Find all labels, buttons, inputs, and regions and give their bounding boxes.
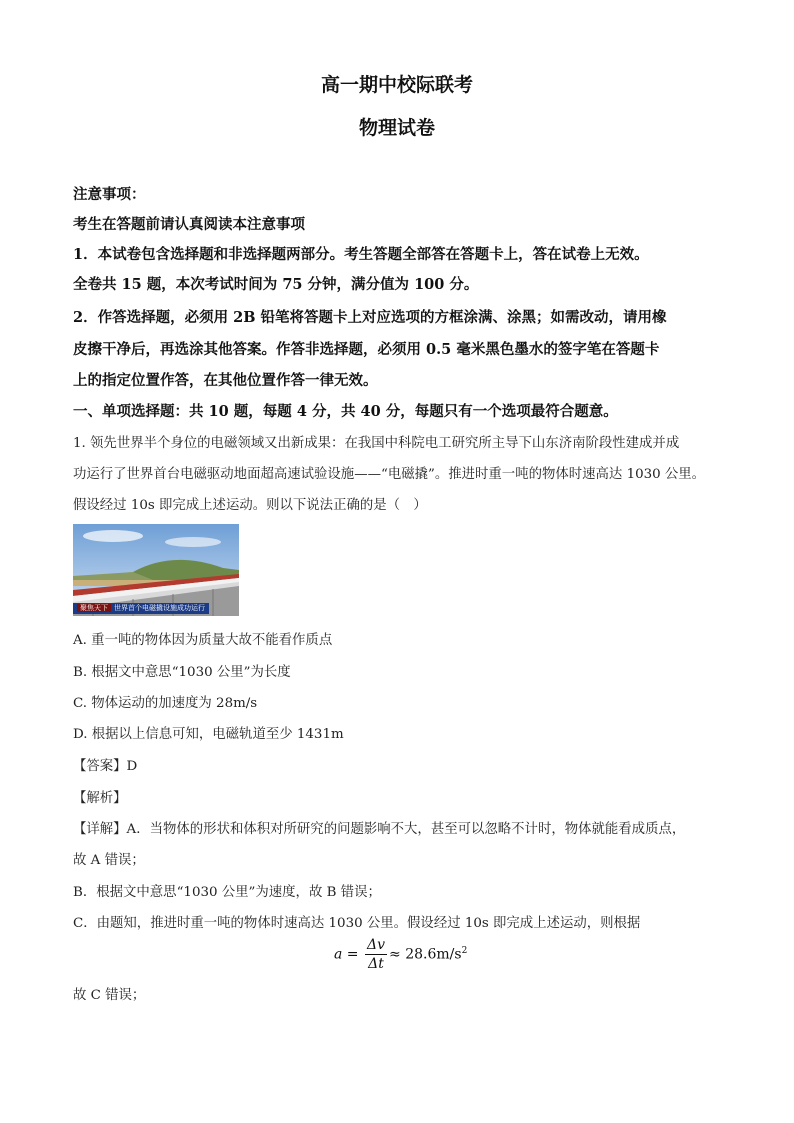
notice-item-2-line-3: 上的指定位置作答，在其他位置作答一律无效。 xyxy=(73,372,378,389)
option-b: B. 根据文中意思“1030 公里”为长度 xyxy=(73,665,291,680)
detail-line-4: C．由题知，推进时重一吨的物体时速高达 1030 公里。假设经过 10s 即完成上述运动，则根据 xyxy=(73,916,641,931)
photo-caption-tag: 聚焦天下 xyxy=(77,604,111,612)
maglev-photo xyxy=(73,524,239,616)
formula-fraction xyxy=(365,936,387,973)
detail-line-3: B．根据文中意思“1030 公里”为速度，故 B 错误； xyxy=(73,885,381,900)
option-c: C. 物体运动的加速度为 28m/s xyxy=(73,696,258,711)
analysis-label: 【解析】 xyxy=(73,791,127,806)
notice-item-2-line-1: 2．作答选择题，必须用 2B 铅笔将答题卡上对应选项的方框涂满、涂黑；如需改动，请用橡 xyxy=(73,309,667,326)
exam-subtitle: 物理试卷 xyxy=(358,117,435,139)
detail-line-5: 故 C 错误； xyxy=(73,988,146,1003)
option-d: D. 根据以上信息可知，电磁轨道至少 1431m xyxy=(73,727,344,742)
question-stem-line-2: 功运行了世界首台电磁驱动地面超高速试验设施——“电磁撬”。推进时重一吨的物体时速高达 1030 公里。 xyxy=(73,467,706,482)
detail-line-1: 【详解】A．当物体的形状和体积对所研究的问题影响不大，甚至可以忽略不计时，物体就能看成质点， xyxy=(73,822,686,837)
notice-heading: 注意事项： xyxy=(73,186,146,203)
formula-rhs: ≈ 28.6m/s xyxy=(389,946,462,963)
formula-exponent: 2 xyxy=(461,945,468,956)
exam-title: 高一期中校际联考 xyxy=(320,74,473,96)
acceleration-formula xyxy=(334,936,467,976)
notice-intro: 考生在答题前请认真阅读本注意事项 xyxy=(73,216,305,233)
option-a: A. 重一吨的物体因为质量大故不能看作质点 xyxy=(73,633,333,648)
detail-line-2: 故 A 错误； xyxy=(73,853,145,868)
answer: 【答案】D xyxy=(73,759,138,774)
notice-item-1-line-2: 全卷共 15 题，本次考试时间为 75 分钟，满分值为 100 分。 xyxy=(73,276,479,293)
photo-caption xyxy=(73,603,209,614)
formula-lhs: a xyxy=(334,946,343,963)
formula-denominator: Δt xyxy=(368,956,384,972)
question-stem-line-3: 假设经过 10s 即完成上述运动。则以下说法正确的是（ ） xyxy=(73,498,427,513)
photo-caption-text: 世界首个电磁撬设施成功运行 xyxy=(114,604,205,612)
notice-item-2-line-2: 皮擦干净后，再选涂其他答案。作答非选择题，必须用 0.5 毫米黑色墨水的签字笔在答题卡 xyxy=(73,341,660,358)
formula-equals: = xyxy=(342,946,363,963)
section-heading: 一、单项选择题：共 10 题，每题 4 分，共 40 分，每题只有一个选项最符合题意。 xyxy=(73,403,618,420)
notice-item-1-line-1: 1．本试卷包含选择题和非选择题两部分。考生答题全部答在答题卡上，答在试卷上无效。 xyxy=(73,246,649,263)
question-stem-line-1: 1. 领先世界半个身位的电磁领域又出新成果：在我国中科院电工研究所主导下山东济南阶段性建成并成 xyxy=(73,436,680,451)
formula-numerator: Δv xyxy=(367,937,386,953)
